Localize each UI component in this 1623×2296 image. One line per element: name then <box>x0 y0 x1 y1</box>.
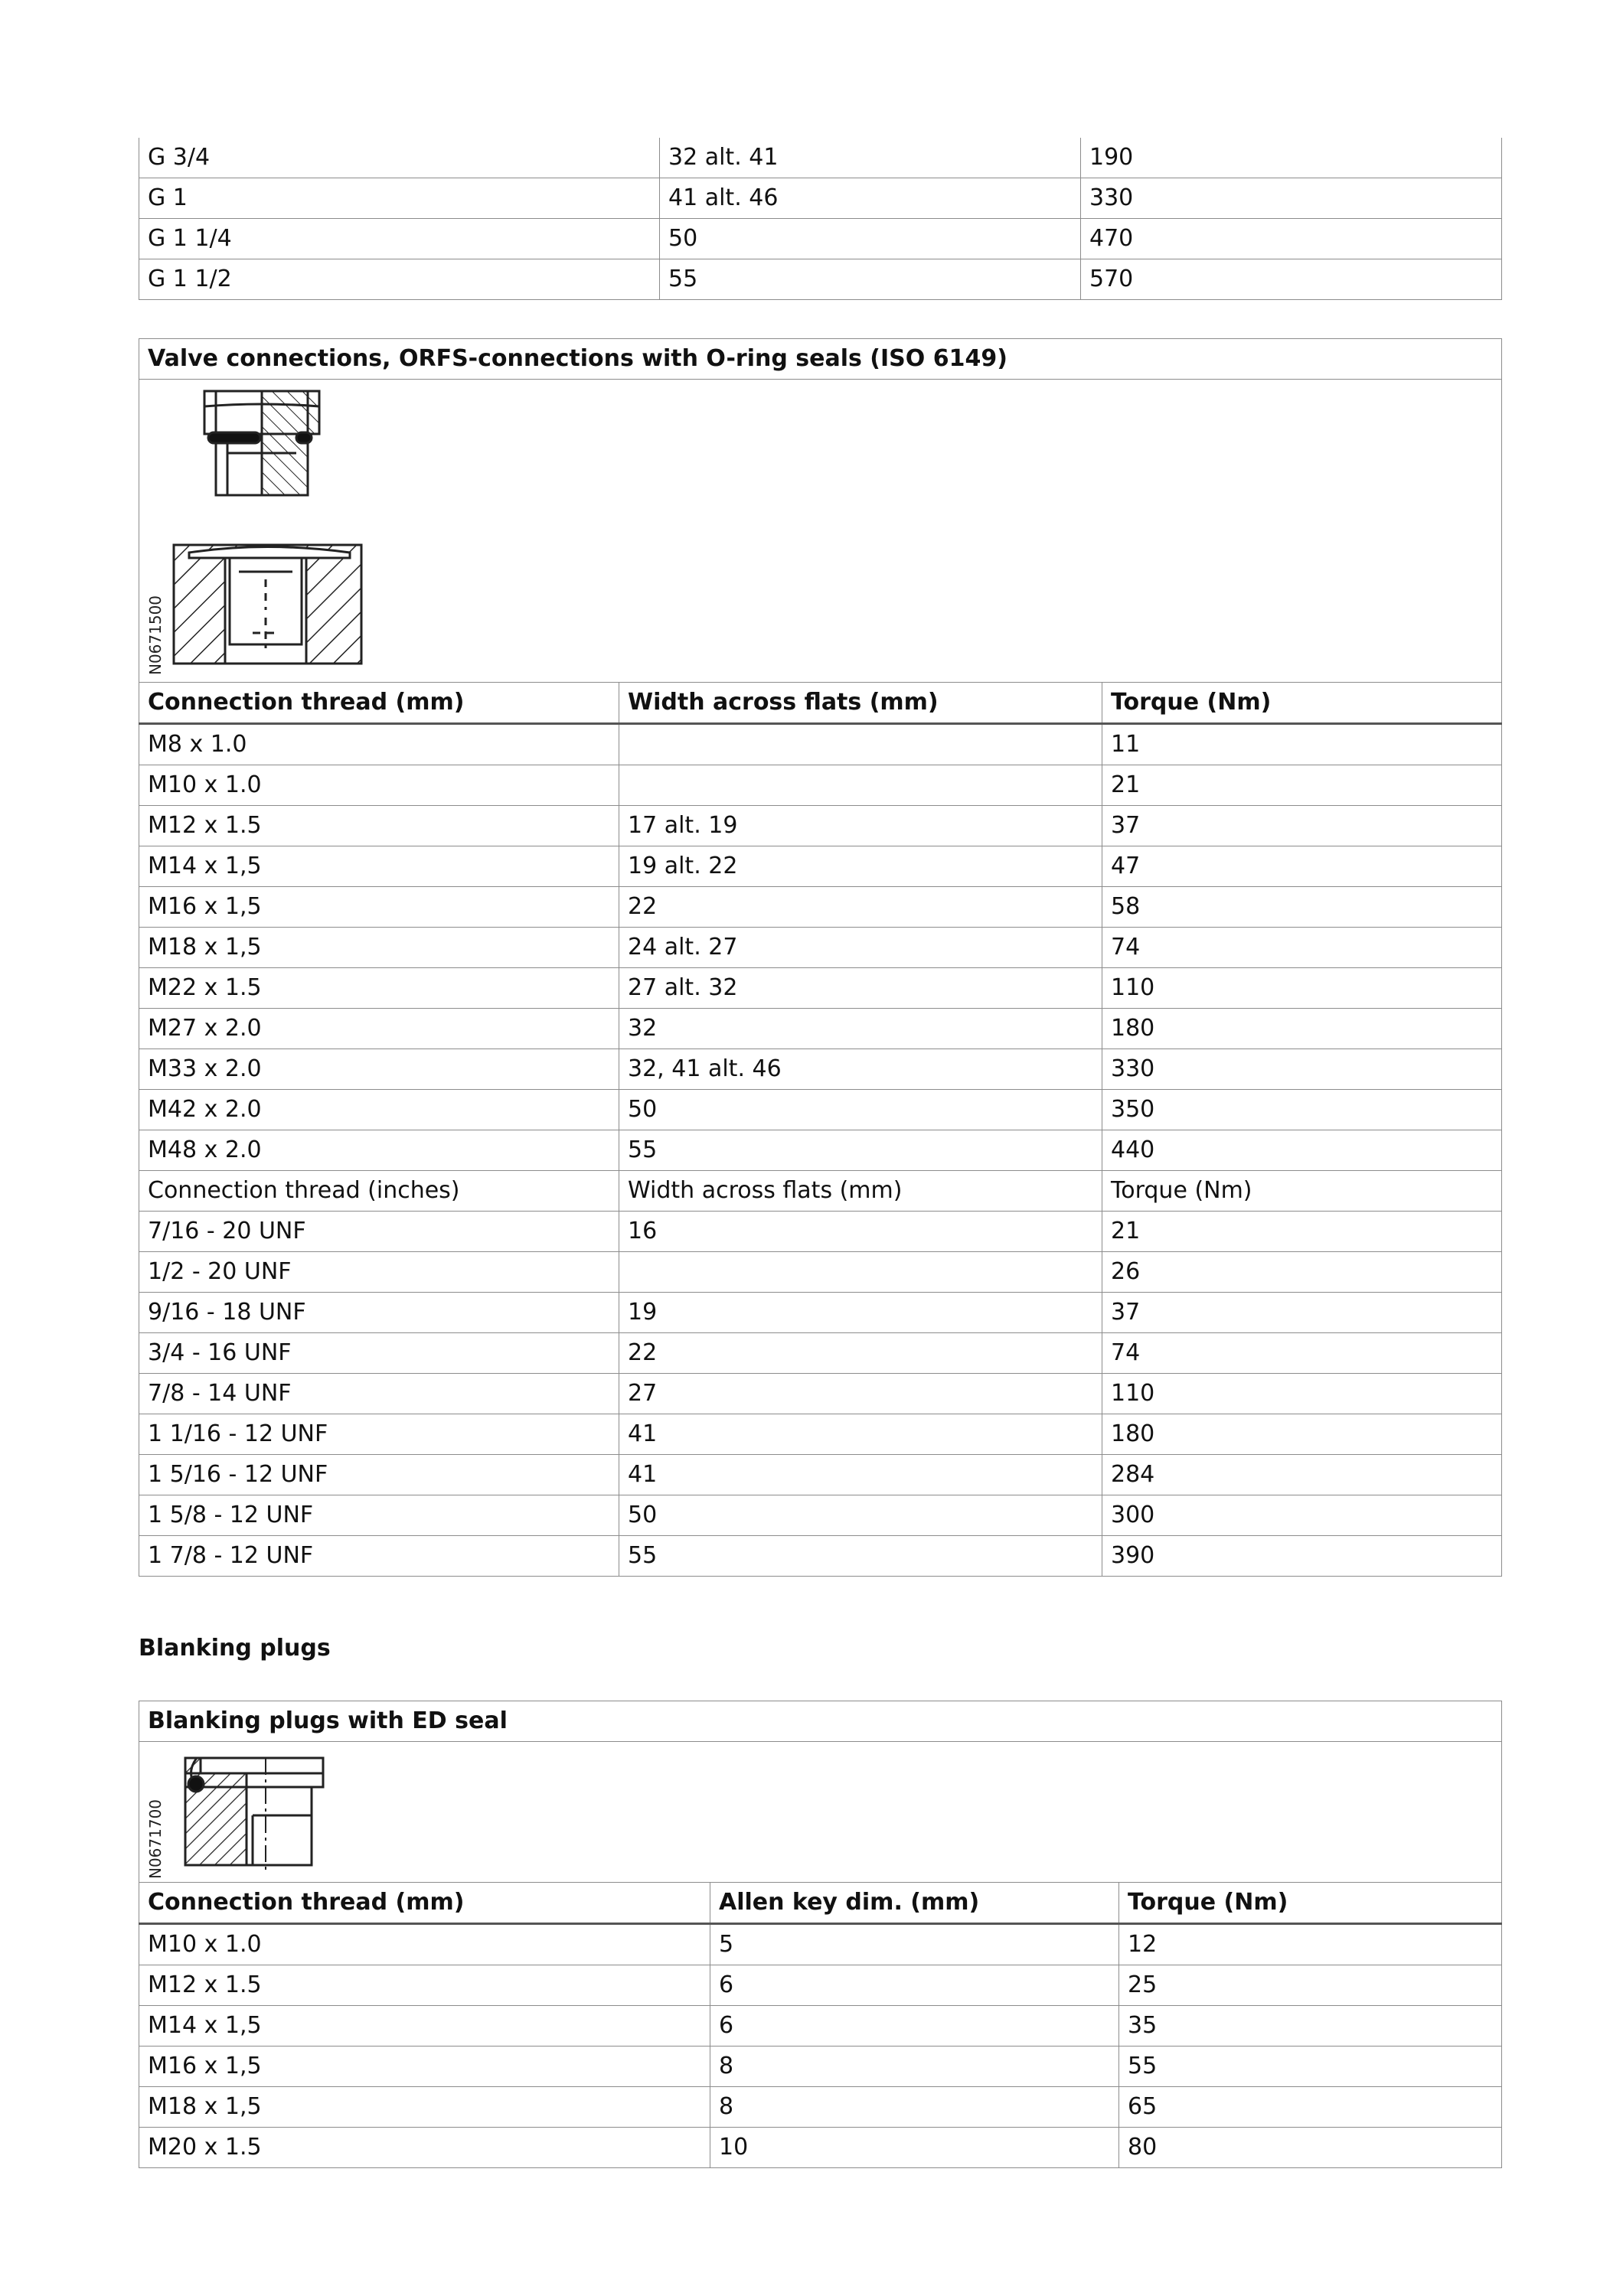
table-cell: M10 x 1.0 <box>139 1924 710 1965</box>
table-header-row <box>139 1883 1502 1924</box>
table-cell: 330 <box>1081 178 1502 219</box>
table-cell: G 1 1/4 <box>139 219 660 259</box>
table-cell: 390 <box>1102 1536 1502 1577</box>
table-cell: 27 alt. 32 <box>619 968 1102 1009</box>
table-cell: 110 <box>1102 1374 1502 1414</box>
table-cell: M12 x 1.5 <box>139 1965 710 2006</box>
table-cell: 11 <box>1102 724 1502 765</box>
table-cell: M33 x 2.0 <box>139 1049 619 1090</box>
table-row <box>139 178 1502 219</box>
table-row <box>139 1130 1502 1171</box>
table-cell: 1 7/8 - 12 UNF <box>139 1536 619 1577</box>
table-cell: 110 <box>1102 968 1502 1009</box>
table-cell: 55 <box>1119 2047 1502 2087</box>
figure-row <box>139 1742 1502 1883</box>
table-cell: M22 x 1.5 <box>139 968 619 1009</box>
table-cell: 24 alt. 27 <box>619 928 1102 968</box>
table-row <box>139 2047 1502 2087</box>
table-cell: 21 <box>1102 1212 1502 1252</box>
table-cell: 350 <box>1102 1090 1502 1130</box>
table-cell: 180 <box>1102 1009 1502 1049</box>
table-cell: 50 <box>619 1090 1102 1130</box>
table-cell: 17 alt. 19 <box>619 806 1102 846</box>
table-cell: M14 x 1,5 <box>139 2006 710 2047</box>
table-row <box>139 1414 1502 1455</box>
table-cell: M16 x 1,5 <box>139 2047 710 2087</box>
table-row <box>139 1333 1502 1374</box>
table-row <box>139 968 1502 1009</box>
table-cell: 37 <box>1102 1293 1502 1333</box>
column-header: Allen key dim. (mm) <box>710 1883 1119 1924</box>
table-cell: 1 5/16 - 12 UNF <box>139 1455 619 1495</box>
column-header: Torque (Nm) <box>1119 1883 1502 1924</box>
table-cell: 65 <box>1119 2087 1502 2128</box>
table-cell: 1 1/16 - 12 UNF <box>139 1414 619 1455</box>
table-cell: M8 x 1.0 <box>139 724 619 765</box>
table-row <box>139 1009 1502 1049</box>
table-cell: 47 <box>1102 846 1502 887</box>
table-cell: 12 <box>1119 1924 1502 1965</box>
table-body <box>139 138 1502 300</box>
table-cell: 50 <box>619 1495 1102 1536</box>
table-cell: Torque (Nm) <box>1102 1171 1502 1212</box>
table-title: Blanking plugs with ED seal <box>139 1701 1502 1742</box>
table-cell <box>619 765 1102 806</box>
table-cell: 180 <box>1102 1414 1502 1455</box>
table-cell: 21 <box>1102 765 1502 806</box>
table-row <box>139 1212 1502 1252</box>
column-header: Connection thread (mm) <box>139 683 619 724</box>
table-cell: 16 <box>619 1212 1102 1252</box>
table-cell: G 1 1/2 <box>139 259 660 300</box>
table-cell: G 3/4 <box>139 138 660 178</box>
table-row <box>139 1495 1502 1536</box>
table-cell: 330 <box>1102 1049 1502 1090</box>
table-cell: 41 alt. 46 <box>660 178 1081 219</box>
table-cell: 9/16 - 18 UNF <box>139 1293 619 1333</box>
table-cell: 190 <box>1081 138 1502 178</box>
table-cell: 7/8 - 14 UNF <box>139 1374 619 1414</box>
table-row <box>139 724 1502 765</box>
table-row <box>139 2087 1502 2128</box>
table-cell: 440 <box>1102 1130 1502 1171</box>
fitting-drawing <box>204 391 319 495</box>
table-cell: 300 <box>1102 1495 1502 1536</box>
table-cell: 55 <box>619 1536 1102 1577</box>
table-row <box>139 1374 1502 1414</box>
blanking-plug-diagram <box>139 1743 1501 1882</box>
table-cell: 19 <box>619 1293 1102 1333</box>
table-cell: M18 x 1,5 <box>139 2087 710 2128</box>
figure-row <box>139 380 1502 683</box>
table-cell: 1 5/8 - 12 UNF <box>139 1495 619 1536</box>
table-row <box>139 138 1502 178</box>
table-cell: 41 <box>619 1414 1102 1455</box>
table-cell: 32 <box>619 1009 1102 1049</box>
table-cell: 74 <box>1102 928 1502 968</box>
table-row <box>139 1455 1502 1495</box>
table-row <box>139 1171 1502 1212</box>
table-row <box>139 1090 1502 1130</box>
table-cell: 37 <box>1102 806 1502 846</box>
table-cell: 80 <box>1119 2128 1502 2168</box>
table-cell: 19 alt. 22 <box>619 846 1102 887</box>
table-cell: M27 x 2.0 <box>139 1009 619 1049</box>
table-row <box>139 765 1502 806</box>
orfs-connections-table <box>139 338 1502 1577</box>
table-cell: 55 <box>660 259 1081 300</box>
table-cell: M12 x 1.5 <box>139 806 619 846</box>
table-cell: 58 <box>1102 887 1502 928</box>
table-cell: 8 <box>710 2087 1119 2128</box>
table-cell: 470 <box>1081 219 1502 259</box>
table-cell: 41 <box>619 1455 1102 1495</box>
table-row <box>139 1293 1502 1333</box>
table-cell: M20 x 1.5 <box>139 2128 710 2168</box>
table-row <box>139 928 1502 968</box>
table-cell <box>619 1252 1102 1293</box>
table-row <box>139 887 1502 928</box>
table-cell: 1/2 - 20 UNF <box>139 1252 619 1293</box>
table-body <box>139 1701 1502 2168</box>
orfs-valve-connection-diagram <box>139 380 1501 682</box>
figure-id: N0671700 <box>146 1799 165 1879</box>
table-row <box>139 219 1502 259</box>
torque-table-bsp <box>139 138 1502 300</box>
table-row <box>139 846 1502 887</box>
table-cell: M16 x 1,5 <box>139 887 619 928</box>
table-cell: 50 <box>660 219 1081 259</box>
table-row <box>139 2128 1502 2168</box>
table-cell: 26 <box>1102 1252 1502 1293</box>
table-body <box>139 339 1502 1577</box>
table-cell: 22 <box>619 1333 1102 1374</box>
column-header: Torque (Nm) <box>1102 683 1502 724</box>
table-cell: M14 x 1,5 <box>139 846 619 887</box>
table-cell: 74 <box>1102 1333 1502 1374</box>
table-title-row <box>139 339 1502 380</box>
table-cell: 32 alt. 41 <box>660 138 1081 178</box>
table-cell: M10 x 1.0 <box>139 765 619 806</box>
column-header: Connection thread (mm) <box>139 1883 710 1924</box>
table-cell: M42 x 2.0 <box>139 1090 619 1130</box>
table-cell: 284 <box>1102 1455 1502 1495</box>
table-title-row <box>139 1701 1502 1742</box>
table-row <box>139 806 1502 846</box>
figure-cell <box>139 380 1502 683</box>
table-cell: 35 <box>1119 2006 1502 2047</box>
table-cell: M18 x 1,5 <box>139 928 619 968</box>
port-drawing <box>174 545 361 664</box>
table-row <box>139 1252 1502 1293</box>
table-cell: 27 <box>619 1374 1102 1414</box>
table-row <box>139 1924 1502 1965</box>
column-header: Width across flats (mm) <box>619 683 1102 724</box>
table-cell: 10 <box>710 2128 1119 2168</box>
table-header-row <box>139 683 1502 724</box>
table-row <box>139 2006 1502 2047</box>
table-row <box>139 1965 1502 2006</box>
section-heading: Blanking plugs <box>139 1635 331 1662</box>
table-cell: 32, 41 alt. 46 <box>619 1049 1102 1090</box>
plug-drawing <box>185 1758 323 1873</box>
table-cell: Width across flats (mm) <box>619 1171 1102 1212</box>
table-cell: 570 <box>1081 259 1502 300</box>
table-cell: 3/4 - 16 UNF <box>139 1333 619 1374</box>
table-row <box>139 1049 1502 1090</box>
table-cell: 25 <box>1119 1965 1502 2006</box>
table-cell: 8 <box>710 2047 1119 2087</box>
table-cell: M48 x 2.0 <box>139 1130 619 1171</box>
table-cell: 6 <box>710 1965 1119 2006</box>
table-cell: G 1 <box>139 178 660 219</box>
table-row <box>139 259 1502 300</box>
figure-cell <box>139 1742 1502 1883</box>
table-cell: 5 <box>710 1924 1119 1965</box>
table-cell: 55 <box>619 1130 1102 1171</box>
table-cell <box>619 724 1102 765</box>
table-title: Valve connections, ORFS-connections with O-ring seals (ISO 6149) <box>139 339 1502 380</box>
figure-id: N0671500 <box>146 595 165 675</box>
blanking-plugs-table <box>139 1701 1502 2168</box>
table-cell: 6 <box>710 2006 1119 2047</box>
table-cell: 22 <box>619 887 1102 928</box>
table-cell: 7/16 - 20 UNF <box>139 1212 619 1252</box>
table-row <box>139 1536 1502 1577</box>
table-cell: Connection thread (inches) <box>139 1171 619 1212</box>
